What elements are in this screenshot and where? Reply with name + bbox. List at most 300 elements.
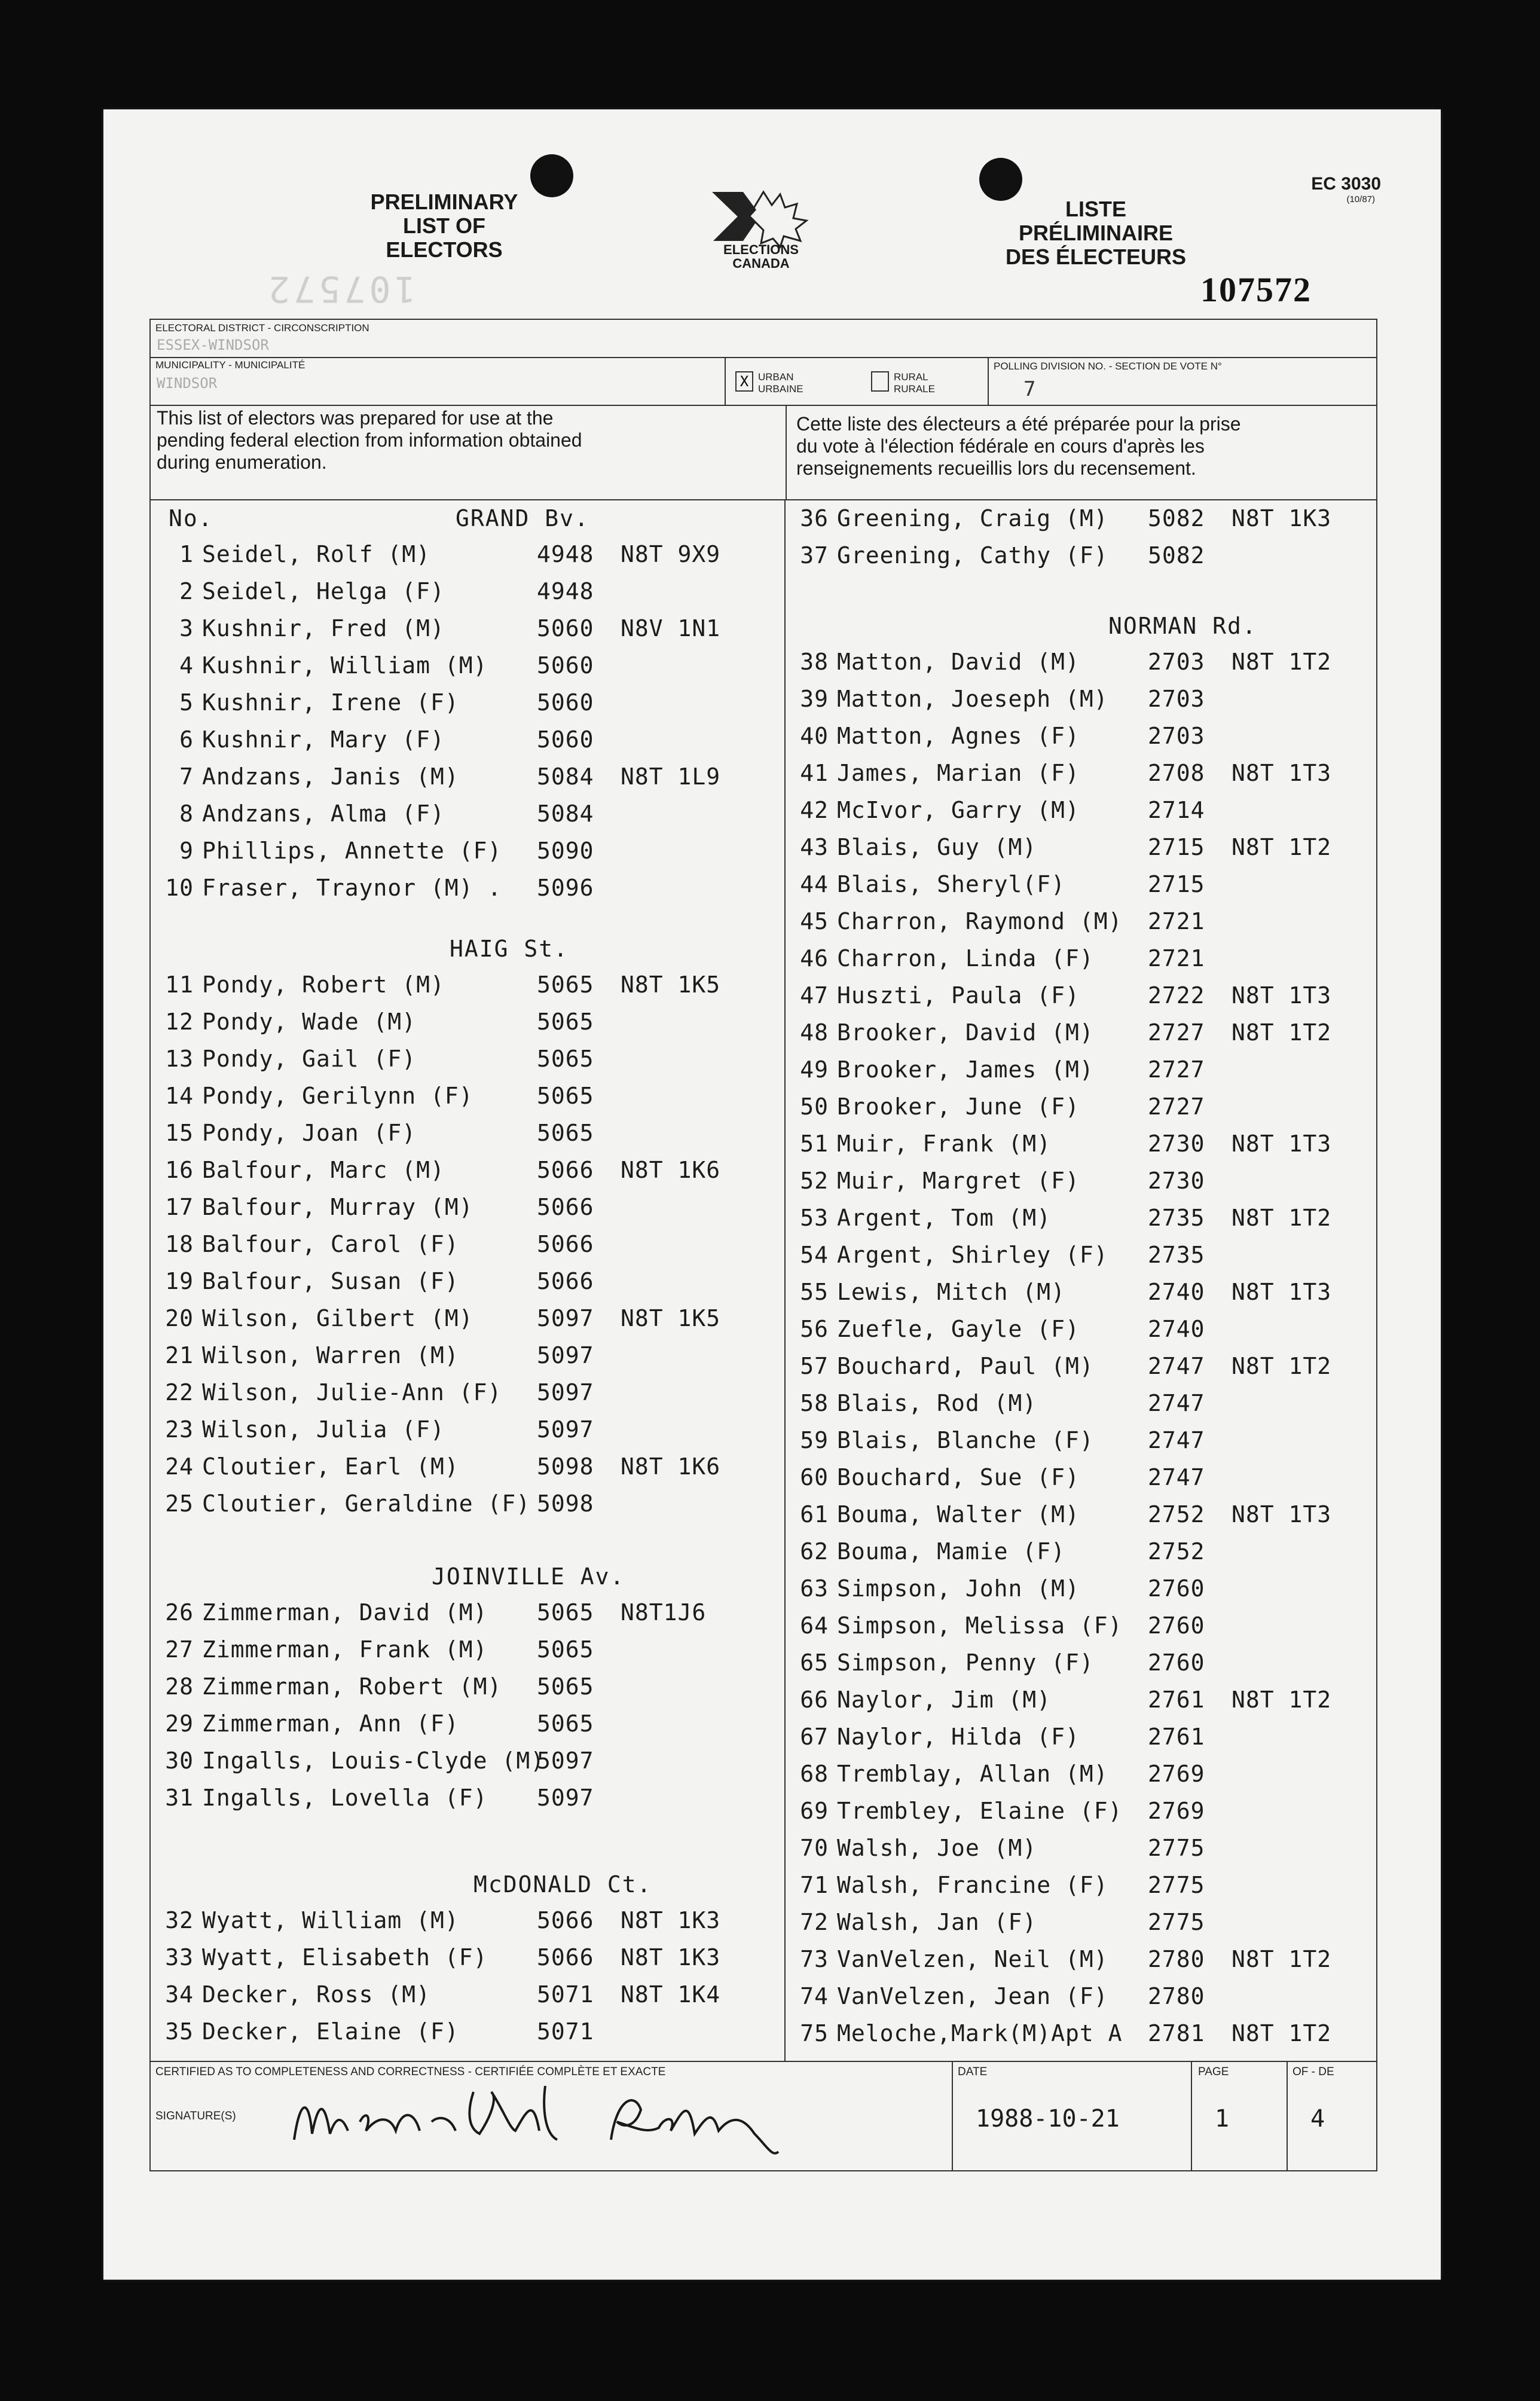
elector-entry — [151, 1083, 621, 1109]
elector-entry — [786, 1353, 1331, 1379]
elector-name: Balfour, Susan (F) — [202, 1268, 459, 1294]
elector-entry — [786, 1983, 1232, 2009]
elector-name: Wilson, Gilbert (M) — [202, 1305, 473, 1331]
elector-entry — [151, 1268, 621, 1294]
elector-number: 64 — [800, 1612, 829, 1639]
elector-name: Ingalls, Lovella (F) — [202, 1785, 488, 1811]
street-number: 2722 — [1148, 982, 1205, 1009]
elector-number: 59 — [800, 1427, 829, 1453]
urban-checkbox[interactable] — [735, 371, 753, 392]
elector-number: 33 — [165, 1944, 194, 1971]
punch-hole — [979, 158, 1022, 201]
elector-entry — [151, 1453, 720, 1480]
elector-number: 13 — [165, 1046, 194, 1072]
street-number: 2775 — [1148, 1835, 1205, 1861]
elector-number: 23 — [165, 1416, 194, 1443]
street-number: 5065 — [537, 1046, 594, 1072]
street-number: 2747 — [1148, 1427, 1205, 1453]
elector-name: Kushnir, Mary (F) — [202, 726, 445, 753]
elector-number: 51 — [800, 1131, 829, 1157]
street-number: 2730 — [1148, 1168, 1205, 1194]
elector-name: Simpson, Penny (F) — [837, 1649, 1094, 1676]
elector-number: 61 — [800, 1501, 829, 1528]
elector-name: Brooker, David (M) — [837, 1019, 1094, 1046]
elector-number: 67 — [800, 1724, 829, 1750]
elector-number: 3 — [179, 615, 194, 642]
form-frame — [149, 319, 1377, 2171]
elector-name: Naylor, Hilda (F) — [837, 1724, 1080, 1750]
elector-name: Simpson, Melissa (F) — [837, 1612, 1123, 1639]
elector-entry — [786, 1242, 1232, 1268]
street-number: 5098 — [537, 1453, 594, 1480]
elector-name: Zuefle, Gayle (F) — [837, 1316, 1080, 1342]
elector-number: 17 — [165, 1194, 194, 1220]
street-number: 5065 — [537, 1599, 594, 1626]
elector-name: Seidel, Rolf (M) — [202, 541, 431, 567]
elector-name: Pondy, Gerilynn (F) — [202, 1083, 473, 1109]
urban-mark: X — [740, 373, 749, 390]
elector-entry — [786, 1798, 1232, 1824]
elector-name: Phillips, Annette (F) — [202, 838, 502, 864]
street-number: 2703 — [1148, 723, 1205, 749]
municipality-value: WINDSOR — [157, 375, 218, 392]
street-number: 5082 — [1148, 505, 1205, 531]
elector-number: 60 — [800, 1464, 829, 1490]
elector-entry — [786, 1131, 1331, 1157]
elector-entry — [786, 1649, 1232, 1676]
street-number: 5090 — [537, 838, 594, 864]
postal-code: N8T 1T2 — [1232, 834, 1332, 860]
elector-entry — [151, 1009, 621, 1035]
elector-name: Charron, Raymond (M) — [837, 908, 1123, 934]
elector-number: 43 — [800, 834, 829, 860]
elector-number: 28 — [165, 1673, 194, 1700]
street-number: 2703 — [1148, 686, 1205, 712]
street-number: 2775 — [1148, 1909, 1205, 1935]
street-number: 5065 — [537, 1710, 594, 1737]
elector-name: Huszti, Paula (F) — [837, 982, 1080, 1009]
rural-checkbox[interactable] — [871, 371, 889, 392]
street-number: 2727 — [1148, 1093, 1205, 1120]
street-number: 5065 — [537, 972, 594, 998]
elector-entry — [786, 1946, 1331, 1972]
elector-name: Decker, Elaine (F) — [202, 2018, 459, 2045]
street-number: 2740 — [1148, 1279, 1205, 1305]
elector-number: 44 — [800, 871, 829, 897]
street-number: 2747 — [1148, 1353, 1205, 1379]
elector-entry — [151, 763, 720, 790]
elector-entry — [151, 1636, 621, 1663]
elector-entry — [786, 1464, 1232, 1490]
street-heading: HAIG St. — [450, 936, 569, 962]
postal-code: N8T 1T2 — [1232, 1205, 1332, 1231]
elector-number: 55 — [800, 1279, 829, 1305]
street-number: 4948 — [537, 541, 594, 567]
elector-name: VanVelzen, Jean (F) — [837, 1983, 1108, 2009]
postal-code: N8T 1K3 — [1232, 505, 1332, 531]
elector-name: McIvor, Garry (M) — [837, 797, 1080, 823]
elector-entry — [151, 1673, 621, 1700]
street-number: 2740 — [1148, 1316, 1205, 1342]
street-number: 2730 — [1148, 1131, 1205, 1157]
elector-entry — [786, 1056, 1232, 1083]
footer — [151, 2061, 1376, 2171]
street-number: 5066 — [537, 1907, 594, 1933]
street-number: 5066 — [537, 1268, 594, 1294]
elector-entry — [151, 615, 720, 642]
elector-name: Tremblay, Allan (M) — [837, 1761, 1108, 1787]
elector-number: 72 — [800, 1909, 829, 1935]
elector-entry — [786, 1835, 1232, 1861]
number-column-label: No. — [169, 505, 213, 531]
elector-number: 31 — [165, 1785, 194, 1811]
elector-entry — [786, 1019, 1331, 1046]
elector-entry — [786, 1279, 1331, 1305]
district-label: ELECTORAL DISTRICT - CIRCONSCRIPTION — [155, 322, 369, 334]
elector-number: 32 — [165, 1907, 194, 1933]
elector-entry — [786, 1316, 1232, 1342]
elector-number: 58 — [800, 1390, 829, 1416]
elector-entry — [151, 726, 621, 753]
signature-label: SIGNATURE(S) — [155, 2110, 236, 2122]
postal-code: N8T 1T3 — [1232, 1131, 1332, 1157]
elector-entry — [786, 1872, 1232, 1898]
form-number — [1311, 174, 1381, 204]
elector-entry — [151, 652, 621, 679]
certified-label: CERTIFIED AS TO COMPLETENESS AND CORRECTNESS - CERTIFIÉE COMPLÈTE ET EXACTE — [155, 2066, 666, 2078]
elector-number: 40 — [800, 723, 829, 749]
elector-number: 36 — [800, 505, 829, 531]
elector-number: 7 — [179, 763, 194, 790]
elector-number: 62 — [800, 1538, 829, 1565]
elector-number: 10 — [165, 875, 194, 901]
elector-number: 48 — [800, 1019, 829, 1046]
logo-text: ELECTIONS CANADA — [723, 242, 799, 271]
elector-name: Muir, Frank (M) — [837, 1131, 1052, 1157]
elector-number: 27 — [165, 1636, 194, 1663]
street-number: 2715 — [1148, 871, 1205, 897]
elector-entry — [151, 972, 720, 998]
elector-name: Walsh, Joe (M) — [837, 1835, 1037, 1861]
elector-name: Pondy, Joan (F) — [202, 1120, 417, 1146]
street-number: 5066 — [537, 1194, 594, 1220]
elector-number: 35 — [165, 2018, 194, 2045]
title-english: PRELIMINARY LIST OF ELECTORS — [370, 190, 518, 262]
street-heading: JOINVILLE Av. — [432, 1563, 625, 1590]
elector-name: Kushnir, Irene (F) — [202, 689, 459, 716]
elector-name: Blais, Sheryl(F) — [837, 871, 1066, 897]
postal-code: N8T 1T3 — [1232, 760, 1332, 786]
street-number: 2715 — [1148, 834, 1205, 860]
elector-name: Brooker, James (M) — [837, 1056, 1094, 1083]
elector-name: Fraser, Traynor (M) . — [202, 875, 502, 901]
elector-number: 30 — [165, 1748, 194, 1774]
serial-number: 107572 — [1200, 270, 1312, 309]
elector-entry — [151, 801, 621, 827]
intro-french: Cette liste des électeurs a été préparée pour la prise du vote à l'élection fédérale en cours d'après les renseignements recueillis lors du recensement. — [796, 413, 1241, 479]
elector-name: Matton, David (M) — [837, 649, 1080, 675]
postal-code: N8T 1T2 — [1232, 1019, 1332, 1046]
elector-number: 68 — [800, 1761, 829, 1787]
elector-number: 50 — [800, 1093, 829, 1120]
elector-number: 42 — [800, 797, 829, 823]
elector-entry — [786, 1093, 1232, 1120]
elector-name: Cloutier, Earl (M) — [202, 1453, 459, 1480]
polling-label: POLLING DIVISION NO. - SECTION DE VOTE N° — [994, 361, 1222, 372]
street-number: 2752 — [1148, 1501, 1205, 1528]
elector-entry — [786, 1390, 1232, 1416]
street-number: 5065 — [537, 1636, 594, 1663]
elector-number: 73 — [800, 1946, 829, 1972]
elector-number: 19 — [165, 1268, 194, 1294]
street-number: 2769 — [1148, 1761, 1205, 1787]
elector-name: Wyatt, William (M) — [202, 1907, 459, 1933]
intro-english: This list of electors was prepared for use at the pending federal election from information obtained during enumeration. — [157, 407, 582, 473]
elector-entry — [786, 797, 1232, 823]
street-number: 5060 — [537, 726, 594, 753]
street-number: 2727 — [1148, 1056, 1205, 1083]
street-number: 2760 — [1148, 1575, 1205, 1602]
elector-entry — [786, 1427, 1232, 1453]
street-number: 2735 — [1148, 1242, 1205, 1268]
elector-name: Walsh, Jan (F) — [837, 1909, 1037, 1935]
postal-code: N8T 1T3 — [1232, 1279, 1332, 1305]
street-number: 5084 — [537, 763, 594, 790]
bleed-through-number: 107572 — [265, 268, 416, 310]
elector-entry — [151, 1305, 720, 1331]
elector-entry — [151, 1046, 621, 1072]
form-number-text: EC 3030 — [1311, 174, 1381, 194]
elector-name: Blais, Blanche (F) — [837, 1427, 1094, 1453]
elector-entry — [151, 1907, 720, 1933]
intro-row — [151, 405, 1376, 500]
municipality-row — [151, 357, 1376, 406]
elector-number: 5 — [179, 689, 194, 716]
elector-entry — [151, 1785, 621, 1811]
elector-name: Lewis, Mitch (M) — [837, 1279, 1066, 1305]
elector-number: 9 — [179, 838, 194, 864]
elector-number: 16 — [165, 1157, 194, 1183]
street-number: 5097 — [537, 1785, 594, 1811]
elector-number: 57 — [800, 1353, 829, 1379]
elector-name: Blais, Guy (M) — [837, 834, 1037, 860]
elector-name: Decker, Ross (M) — [202, 1981, 431, 2008]
of-label: OF - DE — [1292, 2066, 1334, 2078]
elector-entry — [151, 1416, 621, 1443]
street-number: 5097 — [537, 1748, 594, 1774]
elector-entry — [786, 649, 1331, 675]
district-value: ESSEX-WINDSOR — [157, 337, 269, 353]
elector-number: 46 — [800, 945, 829, 972]
street-heading: McDONALD Ct. — [473, 1871, 652, 1898]
elector-entry — [786, 1538, 1232, 1565]
elector-name: Pondy, Robert (M) — [202, 972, 445, 998]
elector-name: Kushnir, William (M) — [202, 652, 488, 679]
elector-name: Greening, Cathy (F) — [837, 542, 1108, 569]
rural-label: RURAL RURALE — [894, 371, 935, 395]
street-number: 5071 — [537, 1981, 594, 2008]
elector-entry — [786, 871, 1232, 897]
street-number: 2703 — [1148, 649, 1205, 675]
street-number: 5060 — [537, 689, 594, 716]
street-number: 2747 — [1148, 1390, 1205, 1416]
elector-number: 20 — [165, 1305, 194, 1331]
street-number: 5066 — [537, 1157, 594, 1183]
street-number: 5084 — [537, 801, 594, 827]
elector-name: Muir, Margret (F) — [837, 1168, 1080, 1194]
street-number: 5065 — [537, 1009, 594, 1035]
street-number: 5065 — [537, 1083, 594, 1109]
elector-name: Zimmerman, Ann (F) — [202, 1710, 459, 1737]
postal-code: N8T 1K6 — [621, 1157, 721, 1183]
postal-code: N8T1J6 — [621, 1599, 707, 1626]
elector-entry — [786, 1575, 1232, 1602]
elector-name: Charron, Linda (F) — [837, 945, 1094, 972]
elector-number: 29 — [165, 1710, 194, 1737]
elector-name: Wilson, Warren (M) — [202, 1342, 459, 1368]
elector-name: Zimmerman, David (M) — [202, 1599, 488, 1626]
elector-name: Bouma, Walter (M) — [837, 1501, 1080, 1528]
elector-name: Wyatt, Elisabeth (F) — [202, 1944, 488, 1971]
elector-entry — [786, 1205, 1331, 1231]
elector-entry — [786, 542, 1232, 569]
elector-entry — [151, 1120, 621, 1146]
elector-entry — [151, 2018, 621, 2045]
elector-entry — [151, 689, 621, 716]
elector-name: Bouchard, Sue (F) — [837, 1464, 1080, 1490]
elector-entry — [786, 686, 1232, 712]
elector-number: 6 — [179, 726, 194, 753]
elector-name: Pondy, Wade (M) — [202, 1009, 417, 1035]
elector-name: Bouma, Mamie (F) — [837, 1538, 1066, 1565]
elector-name: James, Marian (F) — [837, 760, 1080, 786]
elector-entry — [151, 541, 720, 567]
elector-entry — [151, 1157, 720, 1183]
elector-number: 11 — [165, 972, 194, 998]
elector-entry — [151, 1231, 621, 1257]
elector-number: 66 — [800, 1687, 829, 1713]
elector-name: Blais, Rod (M) — [837, 1390, 1037, 1416]
elector-name: Balfour, Carol (F) — [202, 1231, 459, 1257]
elector-number: 8 — [179, 801, 194, 827]
elector-entry — [786, 834, 1331, 860]
elector-name: Pondy, Gail (F) — [202, 1046, 417, 1072]
elector-entry — [786, 1168, 1232, 1194]
elector-number: 14 — [165, 1083, 194, 1109]
elector-name: Naylor, Jim (M) — [837, 1687, 1052, 1713]
elector-number: 18 — [165, 1231, 194, 1257]
postal-code: N8T 1T2 — [1232, 1687, 1332, 1713]
page-value: 1 — [1215, 2105, 1230, 2133]
street-number: 2721 — [1148, 945, 1205, 972]
urban-label: URBAN URBAINE — [758, 371, 803, 395]
elector-name: VanVelzen, Neil (M) — [837, 1946, 1108, 1972]
street-number: 5097 — [537, 1305, 594, 1331]
elector-number: 53 — [800, 1205, 829, 1231]
elector-number: 39 — [800, 686, 829, 712]
elector-number: 69 — [800, 1798, 829, 1824]
street-number: 2747 — [1148, 1464, 1205, 1490]
elector-number: 56 — [800, 1316, 829, 1342]
form-date: (10/87) — [1346, 194, 1375, 204]
elector-entry — [786, 1909, 1232, 1935]
elector-number: 34 — [165, 1981, 194, 2008]
elector-number: 2 — [179, 578, 194, 604]
elector-name: Zimmerman, Robert (M) — [202, 1673, 502, 1700]
elector-entry — [151, 1194, 621, 1220]
elector-number: 47 — [800, 982, 829, 1009]
street-number: 5096 — [537, 875, 594, 901]
elector-number: 4 — [179, 652, 194, 679]
elector-name: Balfour, Murray (M) — [202, 1194, 473, 1220]
elector-number: 49 — [800, 1056, 829, 1083]
elector-entry — [786, 1501, 1331, 1528]
elector-name: Trembley, Elaine (F) — [837, 1798, 1123, 1824]
elector-name: Ingalls, Louis-Clyde (M) — [202, 1748, 545, 1774]
elector-number: 45 — [800, 908, 829, 934]
elector-entry — [786, 505, 1331, 531]
elector-number: 1 — [179, 541, 194, 567]
postal-code: N8T 1T3 — [1232, 982, 1332, 1009]
postal-code: N8T 1K4 — [621, 1981, 721, 2008]
street-number: 5060 — [537, 652, 594, 679]
elector-name: Meloche,Mark(M)Apt A — [837, 2020, 1123, 2046]
street-number: 4948 — [537, 578, 594, 604]
street-number: 5065 — [537, 1120, 594, 1146]
postal-code: N8T 1K3 — [621, 1944, 721, 1971]
of-value: 4 — [1310, 2105, 1325, 2133]
right-column — [786, 499, 1376, 2061]
postal-code: N8T 1K5 — [621, 1305, 721, 1331]
elector-name: Walsh, Francine (F) — [837, 1872, 1108, 1898]
elector-entry — [151, 1981, 720, 2008]
elector-number: 63 — [800, 1575, 829, 1602]
postal-code: N8T 1T2 — [1232, 2020, 1332, 2046]
elector-entry — [786, 723, 1232, 749]
elector-name: Argent, Shirley (F) — [837, 1242, 1108, 1268]
elector-name: Brooker, June (F) — [837, 1093, 1080, 1120]
elector-name: Seidel, Helga (F) — [202, 578, 445, 604]
elector-number: 21 — [165, 1342, 194, 1368]
street-number: 2780 — [1148, 1946, 1205, 1972]
elector-name: Andzans, Janis (M) — [202, 763, 459, 790]
municipality-label: MUNICIPALITY - MUNICIPALITÉ — [155, 359, 305, 371]
elector-name: Zimmerman, Frank (M) — [202, 1636, 488, 1663]
elector-number: 12 — [165, 1009, 194, 1035]
street-number: 5097 — [537, 1416, 594, 1443]
street-number: 5071 — [537, 2018, 594, 2045]
elector-name: Andzans, Alma (F) — [202, 801, 445, 827]
elector-entry — [151, 1599, 706, 1626]
street-number: 5060 — [537, 615, 594, 642]
street-number: 5098 — [537, 1490, 594, 1517]
handwritten-signatures — [276, 2074, 790, 2164]
street-number: 5097 — [537, 1342, 594, 1368]
elector-number: 74 — [800, 1983, 829, 2009]
postal-code: N8V 1N1 — [621, 615, 721, 642]
street-number: 5066 — [537, 1231, 594, 1257]
street-number: 2714 — [1148, 797, 1205, 823]
street-number: 2721 — [1148, 908, 1205, 934]
elector-name: Argent, Tom (M) — [837, 1205, 1052, 1231]
district-row — [151, 320, 1376, 358]
elector-name: Kushnir, Fred (M) — [202, 615, 445, 642]
form-sheet — [103, 109, 1441, 2280]
elector-entry — [151, 1490, 621, 1517]
street-heading: NORMAN Rd. — [1108, 613, 1257, 639]
elector-number: 22 — [165, 1379, 194, 1406]
postal-code: N8T 1L9 — [621, 763, 721, 790]
